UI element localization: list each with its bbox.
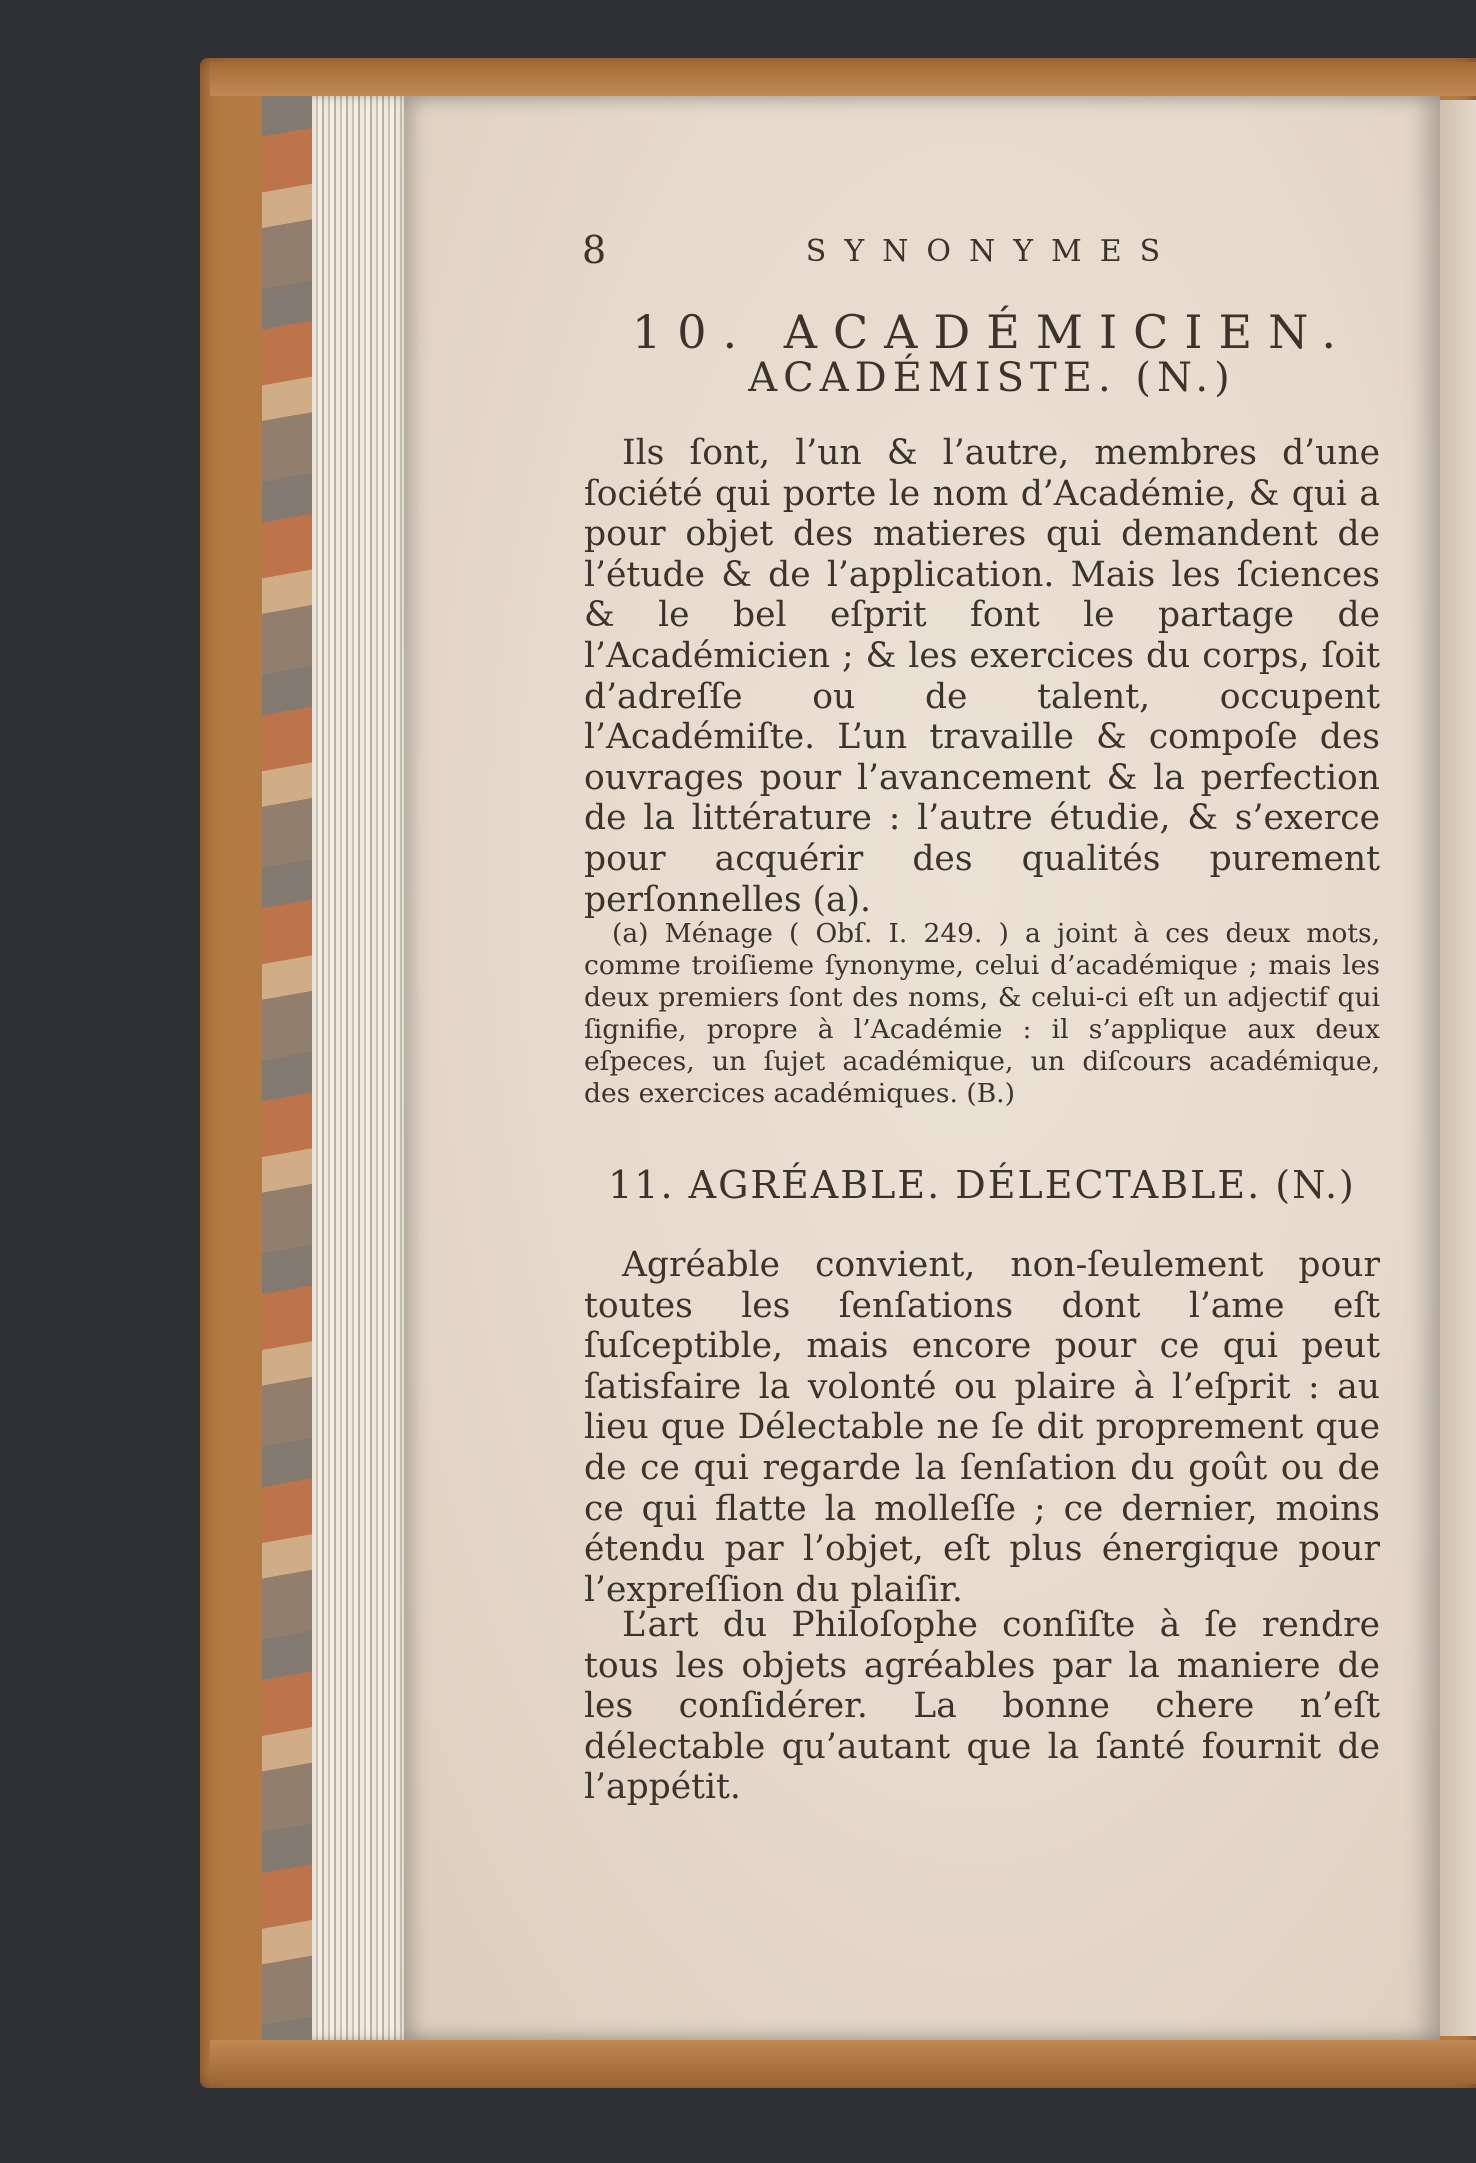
entry-11-heading: 11. AGRÉABLE. DÉLECTABLE. (N.) bbox=[608, 1163, 1356, 1207]
page-header bbox=[582, 228, 1402, 278]
cover-top-edge bbox=[210, 62, 1476, 96]
marbled-endpaper bbox=[262, 96, 312, 2040]
entry-11-paragraph-2: L’art du Philoſophe conſiſte à ſe rendre tous les objets agréables par la maniere de les conſidérer. La bonne chere n’eſt délectable qu’autant que la ſanté fournit de l’appétit. bbox=[584, 1605, 1380, 1808]
running-head: SYNONYMES bbox=[805, 234, 1179, 269]
facing-page-edge bbox=[1440, 100, 1476, 2036]
entry-10-paragraph: Ils ſont, l’un & l’autre, membres d’une ſociété qui porte le nom d’Académie, & qui a pour objet des matieres qui demandent de l’étude & de l’application. Mais les ſciences & le bel eſprit font le partage de l’Académicien ; & les exercices du corps, ſoit d’adreſſe ou de talent, occupent l’Académiſte. L’un travaille & compoſe des ouvrages pour l’avancement & la perfection de la littérature : l’autre étudie, & s’exerce pour acquérir des qualités purement perſonnelles (a). bbox=[584, 433, 1380, 920]
page-edges bbox=[312, 96, 412, 2040]
page-number: 8 bbox=[582, 228, 607, 272]
entry-11-paragraph-1: Agréable convient, non-ſeulement pour toutes les ſenſations dont l’ame eſt ſuſceptible, mais encore pour ce qui peut ſatisfaire la volonté ou plaire à l’eſprit : au lieu que Délectable ne ſe dit proprement que de ce qui regarde la ſenſation du goût ou de ce qui flatte la molleſſe ; ce dernier, moins étendu par l’objet, eſt plus énergique pour l’expreſſion du plaiſir. bbox=[584, 1245, 1380, 1610]
footnote: (a) Ménage ( Obſ. I. 249. ) a joint à ces deux mots, comme troiſieme ſynonyme, celui d’académique ; mais les deux premiers ſont des noms, & celui-ci eſt un adjectif qui ſignifie, propre à l’Académie : il s’applique aux deux eſpeces, un ſujet académique, un diſcours académique, des exercices académiques. (B.) bbox=[584, 918, 1380, 1109]
entry-10-subheading: ACADÉMISTE. (N.) bbox=[748, 355, 1236, 401]
entry-10-heading: 10. ACADÉMICIEN. bbox=[631, 305, 1353, 359]
cover-bottom-edge bbox=[210, 2040, 1476, 2084]
